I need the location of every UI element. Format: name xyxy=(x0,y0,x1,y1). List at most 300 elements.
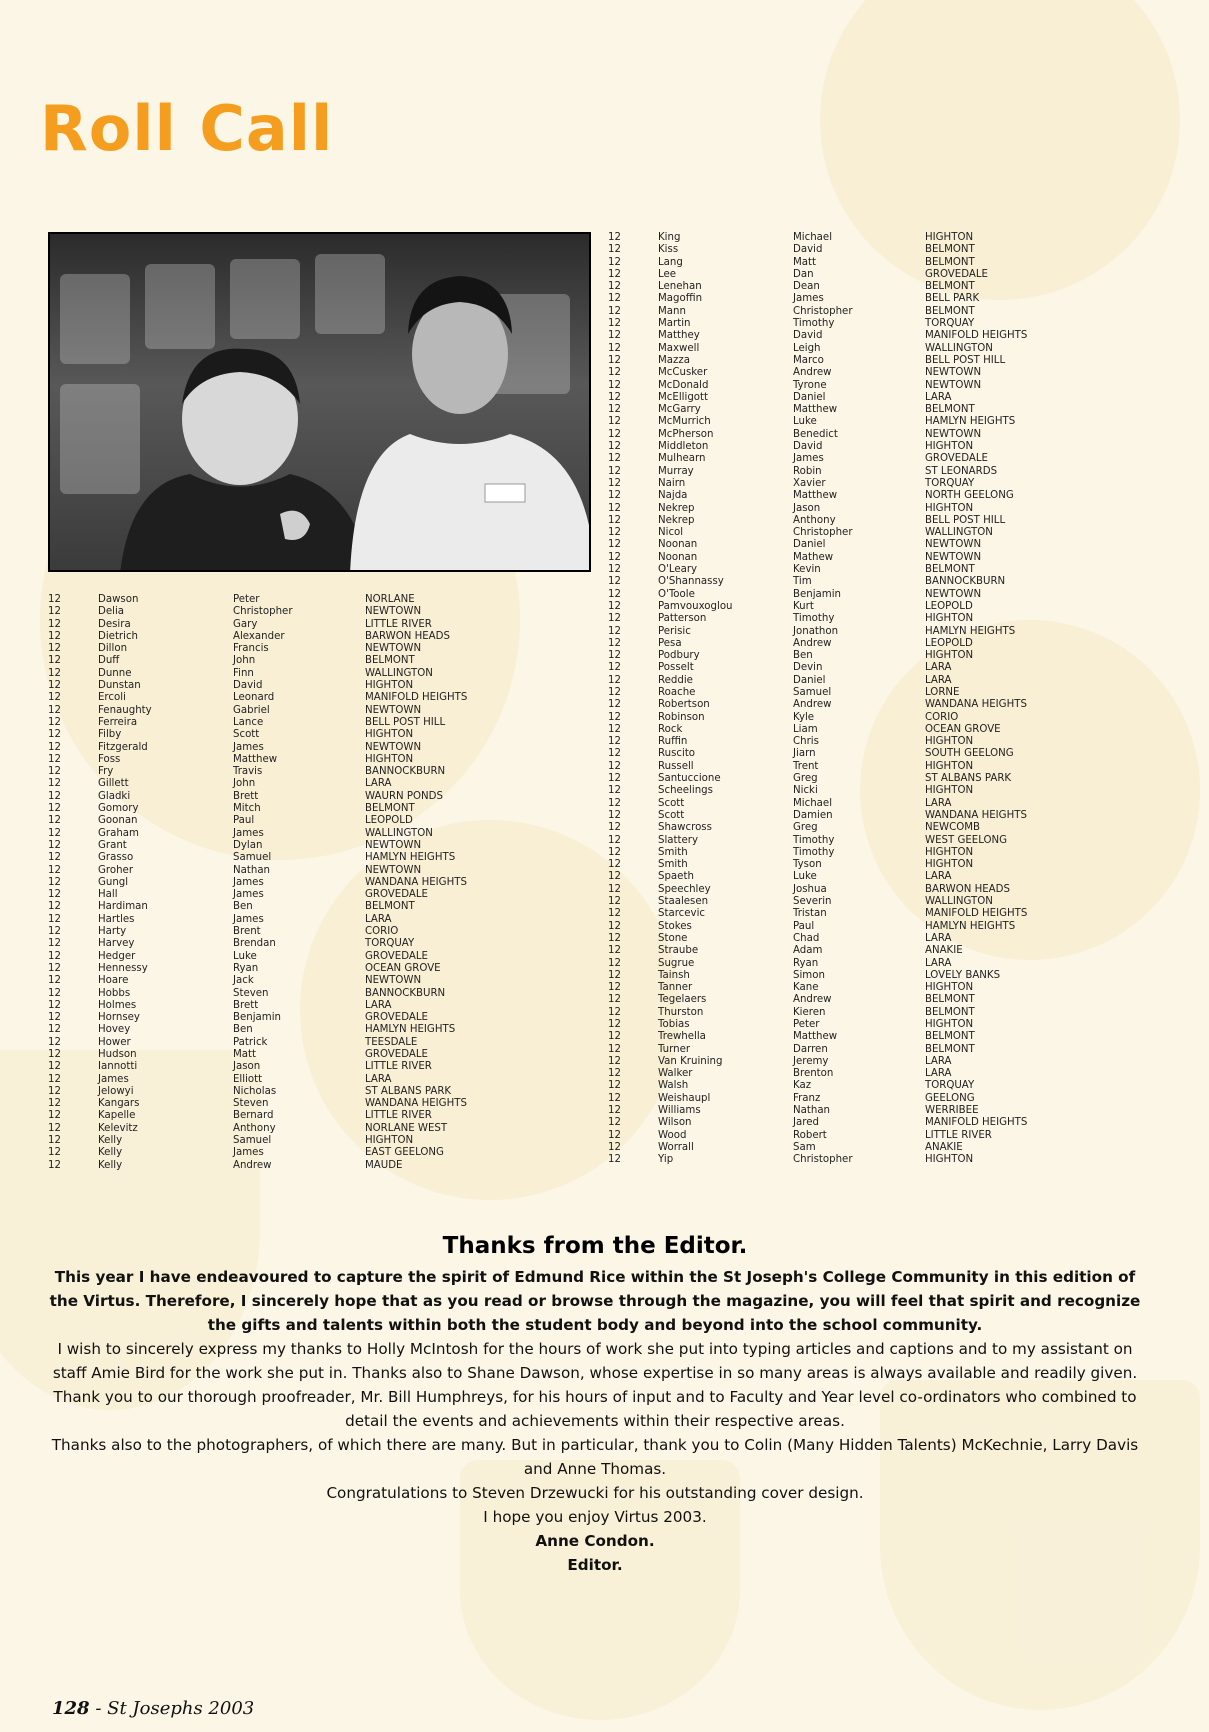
first-name-cell: Jiarn xyxy=(793,748,816,760)
surname-cell: Williams xyxy=(658,1105,701,1117)
year-cell: 12 xyxy=(608,1031,621,1043)
first-name-cell: Leonard xyxy=(233,692,275,704)
year-cell: 12 xyxy=(608,600,621,612)
year-cell: 12 xyxy=(48,901,61,913)
surname-cell: Fenaughty xyxy=(98,704,152,716)
year-cell: 12 xyxy=(48,1048,61,1060)
first-name-cell: Jonathon xyxy=(793,625,839,637)
year-cell: 12 xyxy=(608,846,621,858)
surname-cell: Mulhearn xyxy=(658,453,706,465)
roll-call-row xyxy=(48,1049,500,1061)
page-title: Roll Call xyxy=(40,92,334,165)
first-name-cell: Peter xyxy=(233,594,260,605)
editor-heading: Thanks from the Editor. xyxy=(442,1233,748,1259)
suburb-cell: LARA xyxy=(925,391,952,403)
suburb-cell: LARA xyxy=(925,1068,952,1080)
surname-cell: Stone xyxy=(658,932,688,944)
roll-call-row xyxy=(608,244,1060,256)
roll-call-row xyxy=(48,1012,500,1024)
surname-cell: Kelly xyxy=(98,1135,123,1147)
surname-cell: Worrall xyxy=(658,1141,694,1153)
surname-cell: Pamvouxoglou xyxy=(658,600,733,612)
year-cell: 12 xyxy=(608,564,621,576)
year-cell: 12 xyxy=(608,1105,621,1117)
year-cell: 12 xyxy=(48,926,61,938)
roll-call-row xyxy=(608,970,1060,982)
year-cell: 12 xyxy=(608,514,621,526)
student-right-figure xyxy=(350,264,591,572)
year-cell: 12 xyxy=(608,957,621,969)
first-name-cell: Finn xyxy=(233,667,254,679)
year-cell: 12 xyxy=(608,502,621,514)
surname-cell: Ruffin xyxy=(658,736,688,748)
suburb-cell: MANIFOLD HEIGHTS xyxy=(365,692,468,704)
year-cell: 12 xyxy=(48,1135,61,1147)
first-name-cell: Michael xyxy=(793,232,833,243)
first-name-cell: Paul xyxy=(793,920,815,932)
surname-cell: McPherson xyxy=(658,428,714,440)
roll-call-row xyxy=(608,613,1060,625)
student-left-figure xyxy=(120,324,370,572)
year-cell: 12 xyxy=(608,1092,621,1104)
first-name-cell: Steven xyxy=(233,987,269,999)
roll-call-row xyxy=(608,367,1060,379)
first-name-cell: Leigh xyxy=(793,342,821,354)
first-name-cell: Marco xyxy=(793,354,824,366)
first-name-cell: Greg xyxy=(793,773,818,785)
year-cell: 12 xyxy=(608,736,621,748)
suburb-cell: LEOPOLD xyxy=(925,600,973,612)
first-name-cell: Ben xyxy=(233,901,253,913)
surname-cell: Groher xyxy=(98,864,134,876)
first-name-cell: Franz xyxy=(793,1092,821,1104)
surname-cell: Pesa xyxy=(658,637,682,649)
suburb-cell: NEWTOWN xyxy=(365,704,422,716)
roll-call-row xyxy=(608,1130,1060,1142)
suburb-cell: LEOPOLD xyxy=(365,815,413,827)
roll-call-row xyxy=(48,655,500,667)
suburb-cell: NEWTOWN xyxy=(925,367,982,379)
year-cell: 12 xyxy=(48,1122,61,1134)
year-cell: 12 xyxy=(48,839,61,851)
first-name-cell: Benjamin xyxy=(793,588,841,600)
first-name-cell: Ryan xyxy=(793,957,819,969)
surname-cell: McDonald xyxy=(658,379,709,391)
suburb-cell: BARWON HEADS xyxy=(925,883,1010,895)
surname-cell: Speechley xyxy=(658,883,711,895)
surname-cell: Fitzgerald xyxy=(98,741,148,753)
roll-call-row xyxy=(608,810,1060,822)
surname-cell: Scott xyxy=(658,797,685,809)
surname-cell: Hovey xyxy=(98,1024,131,1036)
year-cell: 12 xyxy=(608,404,621,416)
surname-cell: Hennessy xyxy=(98,962,148,974)
first-name-cell: Benjamin xyxy=(233,1012,281,1024)
roll-call-row xyxy=(48,1074,500,1086)
surname-cell: McMurrich xyxy=(658,416,711,428)
roll-call-row xyxy=(48,914,500,926)
year-cell: 12 xyxy=(608,613,621,625)
year-cell: 12 xyxy=(48,864,61,876)
roll-call-row xyxy=(608,945,1060,957)
roll-call-row xyxy=(608,1105,1060,1117)
surname-cell: Tegelaers xyxy=(658,994,707,1006)
roll-call-row xyxy=(48,680,500,692)
year-cell: 12 xyxy=(608,822,621,834)
year-cell: 12 xyxy=(48,606,61,618)
roll-call-row xyxy=(608,1093,1060,1105)
first-name-cell: Daniel xyxy=(793,539,826,551)
surname-cell: Walker xyxy=(658,1068,693,1080)
roll-call-list-right xyxy=(608,232,1060,1167)
roll-call-row xyxy=(608,429,1060,441)
suburb-cell: HIGHTON xyxy=(925,1154,974,1166)
surname-cell: Gillett xyxy=(98,778,129,790)
roll-call-row xyxy=(608,847,1060,859)
roll-call-row xyxy=(608,1117,1060,1129)
first-name-cell: Andrew xyxy=(793,637,832,649)
suburb-cell: TORQUAY xyxy=(925,1080,975,1092)
surname-cell: Kelly xyxy=(98,1147,123,1159)
first-name-cell: Andrew xyxy=(793,367,832,379)
surname-cell: Kapelle xyxy=(98,1110,136,1122)
year-cell: 12 xyxy=(608,809,621,821)
first-name-cell: Matt xyxy=(793,256,817,268)
year-cell: 12 xyxy=(48,1073,61,1085)
roll-call-row xyxy=(608,478,1060,490)
suburb-cell: NORLANE xyxy=(365,594,415,605)
surname-cell: Weishaupl xyxy=(658,1092,711,1104)
roll-call-row xyxy=(48,815,500,827)
surname-cell: Hower xyxy=(98,1036,131,1048)
surname-cell: Posselt xyxy=(658,662,694,674)
year-cell: 12 xyxy=(48,1012,61,1024)
year-cell: 12 xyxy=(48,655,61,667)
surname-cell: Murray xyxy=(658,465,694,477)
suburb-cell: LARA xyxy=(925,674,952,686)
first-name-cell: Robin xyxy=(793,465,822,477)
year-cell: 12 xyxy=(48,729,61,741)
roll-call-row xyxy=(48,643,500,655)
suburb-cell: GROVEDALE xyxy=(365,1048,428,1060)
roll-call-row xyxy=(48,742,500,754)
surname-cell: Hardiman xyxy=(98,901,148,913)
year-cell: 12 xyxy=(608,305,621,317)
roll-call-row xyxy=(48,1098,500,1110)
roll-call-row xyxy=(608,884,1060,896)
year-cell: 12 xyxy=(608,465,621,477)
surname-cell: Jelowyi xyxy=(98,1085,134,1097)
first-name-cell: Daniel xyxy=(793,391,826,403)
surname-cell: Robinson xyxy=(658,711,705,723)
roll-call-row xyxy=(48,754,500,766)
roll-call-row xyxy=(608,527,1060,539)
year-cell: 12 xyxy=(608,994,621,1006)
surname-cell: Kangars xyxy=(98,1098,140,1110)
first-name-cell: Christopher xyxy=(793,527,853,539)
suburb-cell: BELL PARK xyxy=(925,293,980,305)
year-cell: 12 xyxy=(608,281,621,293)
year-cell: 12 xyxy=(608,1117,621,1129)
suburb-cell: NEWTOWN xyxy=(925,551,982,563)
roll-call-row xyxy=(608,933,1060,945)
first-name-cell: Luke xyxy=(793,871,817,883)
surname-cell: Starcevic xyxy=(658,908,705,920)
roll-call-row xyxy=(608,958,1060,970)
roll-call-row xyxy=(48,1024,500,1036)
editor-paragraph: Congratulations to Steven Drzewucki for his outstanding cover design. xyxy=(326,1484,864,1502)
surname-cell: Grant xyxy=(98,839,127,851)
year-cell: 12 xyxy=(608,982,621,994)
roll-call-row xyxy=(608,404,1060,416)
year-cell: 12 xyxy=(48,999,61,1011)
suburb-cell: OCEAN GROVE xyxy=(365,962,441,974)
suburb-cell: BELMONT xyxy=(925,256,975,268)
first-name-cell: Dan xyxy=(793,268,814,280)
roll-call-row xyxy=(608,638,1060,650)
surname-cell: Mazza xyxy=(658,354,690,366)
year-cell: 12 xyxy=(608,1055,621,1067)
year-cell: 12 xyxy=(608,637,621,649)
surname-cell: Tainsh xyxy=(658,969,690,981)
roll-call-row xyxy=(608,835,1060,847)
first-name-cell: Timothy xyxy=(793,846,835,858)
suburb-cell: NORTH GEELONG xyxy=(925,490,1014,502)
roll-call-row xyxy=(608,293,1060,305)
suburb-cell: HAMLYN HEIGHTS xyxy=(925,625,1016,637)
surname-cell: Ercoli xyxy=(98,692,126,704)
first-name-cell: Andrew xyxy=(233,1159,272,1171)
suburb-cell: NEWTOWN xyxy=(925,588,982,600)
year-cell: 12 xyxy=(608,576,621,588)
suburb-cell: NEWTOWN xyxy=(365,839,422,851)
year-cell: 12 xyxy=(608,859,621,871)
suburb-cell: HIGHTON xyxy=(365,753,414,765)
roll-call-row xyxy=(48,729,500,741)
surname-cell: Matthey xyxy=(658,330,700,342)
year-cell: 12 xyxy=(608,1043,621,1055)
surname-cell: Ferreira xyxy=(98,716,138,728)
year-cell: 12 xyxy=(48,680,61,692)
surname-cell: Van Kruining xyxy=(658,1055,723,1067)
first-name-cell: Dean xyxy=(793,281,820,293)
suburb-cell: SOUTH GEELONG xyxy=(925,748,1014,760)
suburb-cell: WAURN PONDS xyxy=(365,790,443,802)
suburb-cell: BANNOCKBURN xyxy=(365,766,446,778)
roll-call-row xyxy=(608,908,1060,920)
year-cell: 12 xyxy=(608,1068,621,1080)
first-name-cell: Adam xyxy=(793,945,823,957)
year-cell: 12 xyxy=(608,441,621,453)
roll-call-row xyxy=(48,828,500,840)
first-name-cell: Kurt xyxy=(793,600,814,612)
page-footer xyxy=(52,1698,254,1719)
suburb-cell: BELL POST HILL xyxy=(365,716,446,728)
suburb-cell: NEWTOWN xyxy=(365,643,422,655)
roll-call-row xyxy=(48,606,500,618)
first-name-cell: Matt xyxy=(233,1048,257,1060)
first-name-cell: Travis xyxy=(233,766,263,778)
first-name-cell: Kevin xyxy=(793,564,821,576)
roll-call-row xyxy=(608,1068,1060,1080)
surname-cell: Lenehan xyxy=(658,281,702,293)
suburb-cell: HAMLYN HEIGHTS xyxy=(365,852,456,864)
roll-call-row xyxy=(608,232,1060,244)
roll-call-row xyxy=(608,1007,1060,1019)
roll-call-row xyxy=(608,785,1060,797)
year-cell: 12 xyxy=(608,428,621,440)
suburb-cell: HIGHTON xyxy=(925,502,974,514)
surname-cell: McGarry xyxy=(658,404,701,416)
roll-call-row xyxy=(608,330,1060,342)
year-cell: 12 xyxy=(608,244,621,256)
surname-cell: Grasso xyxy=(98,852,134,864)
first-name-cell: Samuel xyxy=(233,852,272,864)
year-cell: 12 xyxy=(608,1006,621,1018)
first-name-cell: Chris xyxy=(793,736,819,748)
surname-cell: Mann xyxy=(658,305,686,317)
first-name-cell: Luke xyxy=(233,950,257,962)
roll-call-row xyxy=(608,453,1060,465)
suburb-cell: WANDANA HEIGHTS xyxy=(925,809,1027,821)
year-cell: 12 xyxy=(608,551,621,563)
surname-cell: Nekrep xyxy=(658,514,695,526)
first-name-cell: Matthew xyxy=(793,1031,838,1043)
year-cell: 12 xyxy=(608,293,621,305)
surname-cell: Shawcross xyxy=(658,822,712,834)
first-name-cell: Jared xyxy=(793,1117,819,1129)
roll-call-row xyxy=(48,938,500,950)
roll-call-row xyxy=(608,269,1060,281)
first-name-cell: Nicholas xyxy=(233,1085,277,1097)
roll-call-row xyxy=(48,1086,500,1098)
year-cell: 12 xyxy=(48,1024,61,1036)
surname-cell: Santuccione xyxy=(658,773,721,785)
suburb-cell: MANIFOLD HEIGHTS xyxy=(925,1117,1028,1129)
year-cell: 12 xyxy=(48,790,61,802)
suburb-cell: HIGHTON xyxy=(925,441,974,453)
roll-call-row xyxy=(48,1037,500,1049)
roll-call-row xyxy=(608,748,1060,760)
roll-call-row xyxy=(48,692,500,704)
roll-call-row xyxy=(608,712,1060,724)
suburb-cell: LARA xyxy=(925,871,952,883)
roll-call-row xyxy=(608,564,1060,576)
first-name-cell: Trent xyxy=(793,760,819,772)
surname-cell: Perisic xyxy=(658,625,691,637)
surname-cell: Robertson xyxy=(658,699,710,711)
surname-cell: Trewhella xyxy=(658,1031,706,1043)
roll-call-row xyxy=(608,1154,1060,1166)
year-cell: 12 xyxy=(608,896,621,908)
surname-cell: Martin xyxy=(658,318,691,330)
roll-call-row xyxy=(48,594,500,606)
year-cell: 12 xyxy=(48,1036,61,1048)
suburb-cell: NEWTOWN xyxy=(365,864,422,876)
first-name-cell: Christopher xyxy=(233,606,293,618)
roll-call-row xyxy=(608,871,1060,883)
first-name-cell: James xyxy=(793,453,824,465)
surname-cell: McElligott xyxy=(658,391,709,403)
suburb-cell: NEWTOWN xyxy=(365,975,422,987)
year-cell: 12 xyxy=(48,594,61,605)
year-cell: 12 xyxy=(608,1129,621,1141)
year-cell: 12 xyxy=(608,527,621,539)
surname-cell: O'Leary xyxy=(658,564,698,576)
first-name-cell: Kieren xyxy=(793,1006,826,1018)
suburb-cell: BARWON HEADS xyxy=(365,630,450,642)
first-name-cell: Nicki xyxy=(793,785,818,797)
surname-cell: Reddie xyxy=(658,674,693,686)
year-cell: 12 xyxy=(608,588,621,600)
year-cell: 12 xyxy=(48,1061,61,1073)
roll-call-row xyxy=(608,1080,1060,1092)
year-cell: 12 xyxy=(48,1085,61,1097)
first-name-cell: David xyxy=(233,680,263,692)
surname-cell: Dunstan xyxy=(98,680,141,692)
suburb-cell: ANAKIE xyxy=(925,945,963,957)
suburb-cell: HAMLYN HEIGHTS xyxy=(925,920,1016,932)
suburb-cell: HIGHTON xyxy=(925,1019,974,1030)
suburb-cell: BELMONT xyxy=(925,1031,975,1043)
year-cell: 12 xyxy=(608,490,621,502)
year-cell: 12 xyxy=(608,871,621,883)
surname-cell: Wood xyxy=(658,1129,687,1141)
first-name-cell: John xyxy=(233,655,256,667)
suburb-cell: HAMLYN HEIGHTS xyxy=(365,1024,456,1036)
roll-call-row xyxy=(608,416,1060,428)
suburb-cell: HIGHTON xyxy=(365,680,414,692)
year-cell: 12 xyxy=(48,704,61,716)
suburb-cell: LARA xyxy=(925,932,952,944)
surname-cell: Hoare xyxy=(98,975,129,987)
suburb-cell: WALLINGTON xyxy=(925,342,993,354)
first-name-cell: Nathan xyxy=(233,864,271,876)
suburb-cell: GROVEDALE xyxy=(365,1012,428,1024)
first-name-cell: Andrew xyxy=(793,699,832,711)
roll-call-row xyxy=(48,1000,500,1012)
year-cell: 12 xyxy=(608,650,621,662)
year-cell: 12 xyxy=(48,889,61,901)
first-name-cell: Christopher xyxy=(793,1154,853,1166)
footer-text: - St Josephs 2003 xyxy=(95,1698,255,1719)
year-cell: 12 xyxy=(48,618,61,630)
roll-call-row xyxy=(608,687,1060,699)
roll-call-list-left xyxy=(48,594,500,1172)
first-name-cell: Kane xyxy=(793,982,819,994)
surname-cell: Harty xyxy=(98,926,127,938)
first-name-cell: Anthony xyxy=(233,1122,276,1134)
suburb-cell: BELMONT xyxy=(365,655,415,667)
surname-cell: Tobias xyxy=(658,1019,690,1030)
year-cell: 12 xyxy=(608,883,621,895)
surname-cell: Podbury xyxy=(658,650,700,662)
first-name-cell: Gary xyxy=(233,618,258,630)
suburb-cell: HIGHTON xyxy=(365,729,414,741)
suburb-cell: NORLANE WEST xyxy=(365,1122,448,1134)
surname-cell: Fry xyxy=(98,766,114,778)
first-name-cell: Jason xyxy=(793,502,821,514)
year-cell: 12 xyxy=(608,1080,621,1092)
suburb-cell: BELMONT xyxy=(925,1006,975,1018)
year-cell: 12 xyxy=(608,932,621,944)
suburb-cell: ST LEONARDS xyxy=(925,465,998,477)
year-cell: 12 xyxy=(48,815,61,827)
first-name-cell: Elliott xyxy=(233,1073,263,1085)
surname-cell: Hobbs xyxy=(98,987,131,999)
year-cell: 12 xyxy=(608,834,621,846)
first-name-cell: Andrew xyxy=(793,994,832,1006)
